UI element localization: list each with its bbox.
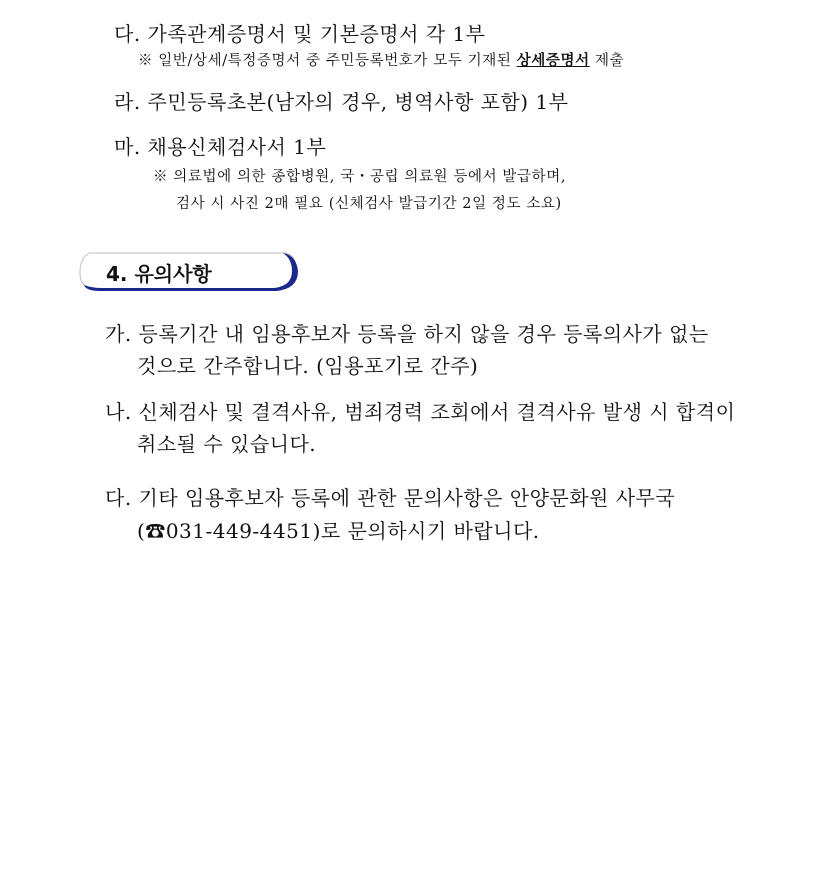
notice-item-1-line2: 것으로 간주합니다. (임용포기로 간주): [137, 354, 479, 378]
document-item-ra: 라. 주민등록초본(남자의 경우, 병역사항 포함) 1부: [114, 90, 569, 114]
note-text: ※ 일반/상세/특정증명서 중 주민등록번호가 모두 기재된: [138, 53, 517, 69]
notice-item-3-line1: 다. 기타 임용후보자 등록에 관한 문의사항은 안양문화원 사무국: [105, 486, 676, 510]
notice-item-1-line1: 가. 등록기간 내 임용후보자 등록을 하지 않을 경우 등록의사가 없는: [105, 322, 709, 346]
notice-item-3-line2: [137, 515, 540, 544]
notice-item-2-line2: 취소될 수 있습니다.: [137, 432, 317, 456]
document-note-ma-1: ※ 의료법에 의한 종합병원, 국・공립 의료원 등에서 발급하며,: [153, 169, 567, 185]
paren-open: (: [137, 519, 146, 543]
document-item-da: 다. 가족관계증명서 및 기본증명서 각 1부: [114, 22, 486, 46]
section-header: [78, 251, 300, 293]
phone-number: 031-449-4451: [165, 519, 313, 543]
note-text: 제출: [589, 53, 625, 69]
notice-text: )로 문의하시기 바랍니다.: [312, 519, 540, 543]
note-emphasis: 상세증명서: [516, 52, 590, 69]
notice-item-2-line1: 나. 신체검사 및 결격사유, 범죄경력 조회에서 결격사유 발생 시 합격이: [105, 400, 736, 424]
section-title: 4. 유의사항: [106, 262, 212, 286]
document-note-da: [138, 49, 624, 70]
document-note-ma-2: 검사 시 사진 2매 필요 (신체검사 발급기간 2일 정도 소요): [176, 196, 562, 212]
phone-icon: ☎: [145, 519, 166, 543]
document-item-ma: 마. 채용신체검사서 1부: [114, 135, 327, 159]
